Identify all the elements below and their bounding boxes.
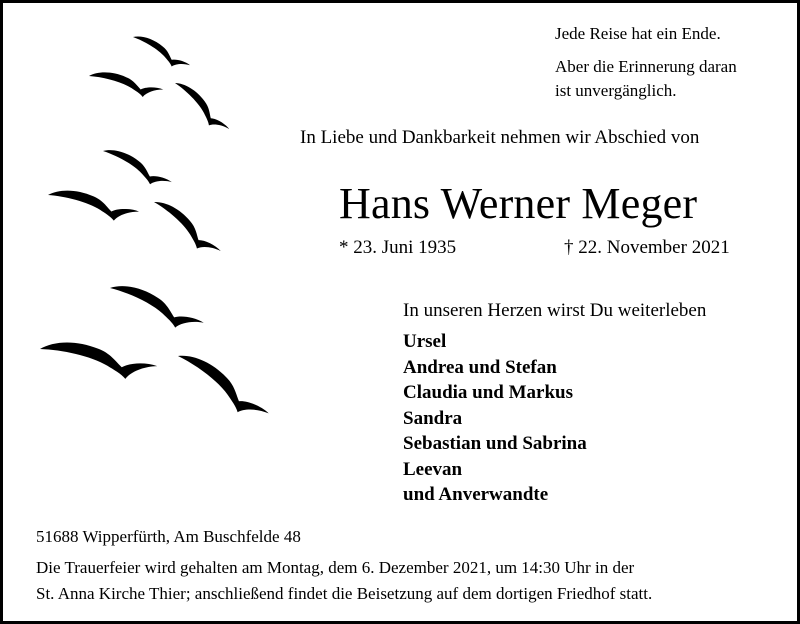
flying-birds-icon bbox=[3, 3, 293, 443]
farewell-intro: In Liebe und Dankbarkeit nehmen wir Abschied von bbox=[300, 127, 700, 148]
mourner-name: Leevan bbox=[403, 459, 463, 480]
family-address: 51688 Wipperfürth, Am Buschfelde 48 bbox=[36, 527, 301, 546]
bird-4-icon bbox=[98, 145, 175, 191]
mourner-name: Sebastian und Sabrina bbox=[403, 433, 587, 454]
bird-8-icon bbox=[38, 339, 159, 382]
memory-line: In unseren Herzen wirst Du weiterleben bbox=[403, 300, 707, 321]
mourner-name: Andrea und Stefan bbox=[403, 357, 557, 378]
bird-2-icon bbox=[87, 70, 164, 100]
service-details-line-2: St. Anna Kirche Thier; anschließend findet die Beisetzung auf dem dortigen Friedhof statt. bbox=[36, 584, 653, 603]
bird-6-icon bbox=[146, 196, 227, 260]
mourner-name: Claudia und Markus bbox=[403, 382, 574, 403]
death-date: † 22. November 2021 bbox=[564, 237, 730, 258]
bird-7-icon bbox=[105, 280, 208, 335]
bird-3-icon bbox=[167, 78, 234, 136]
deceased-name: Hans Werner Meger bbox=[339, 179, 698, 228]
birth-date: * 23. Juni 1935 bbox=[339, 237, 457, 258]
bird-1-icon bbox=[128, 32, 193, 73]
poem-line-3: ist unvergänglich. bbox=[555, 81, 677, 100]
poem-line-1: Jede Reise hat ein Ende. bbox=[555, 24, 721, 43]
mourner-name: Ursel bbox=[403, 331, 447, 352]
poem-line-2: Aber die Erinnerung daran bbox=[555, 57, 737, 76]
mourner-name: und Anverwandte bbox=[403, 484, 549, 505]
service-details-line-1: Die Trauerfeier wird gehalten am Montag, dem 6. Dezember 2021, um 14:30 Uhr in der bbox=[36, 558, 635, 577]
bird-9-icon bbox=[169, 348, 276, 426]
mourner-name: Sandra bbox=[403, 408, 463, 429]
bird-5-icon bbox=[46, 187, 141, 223]
